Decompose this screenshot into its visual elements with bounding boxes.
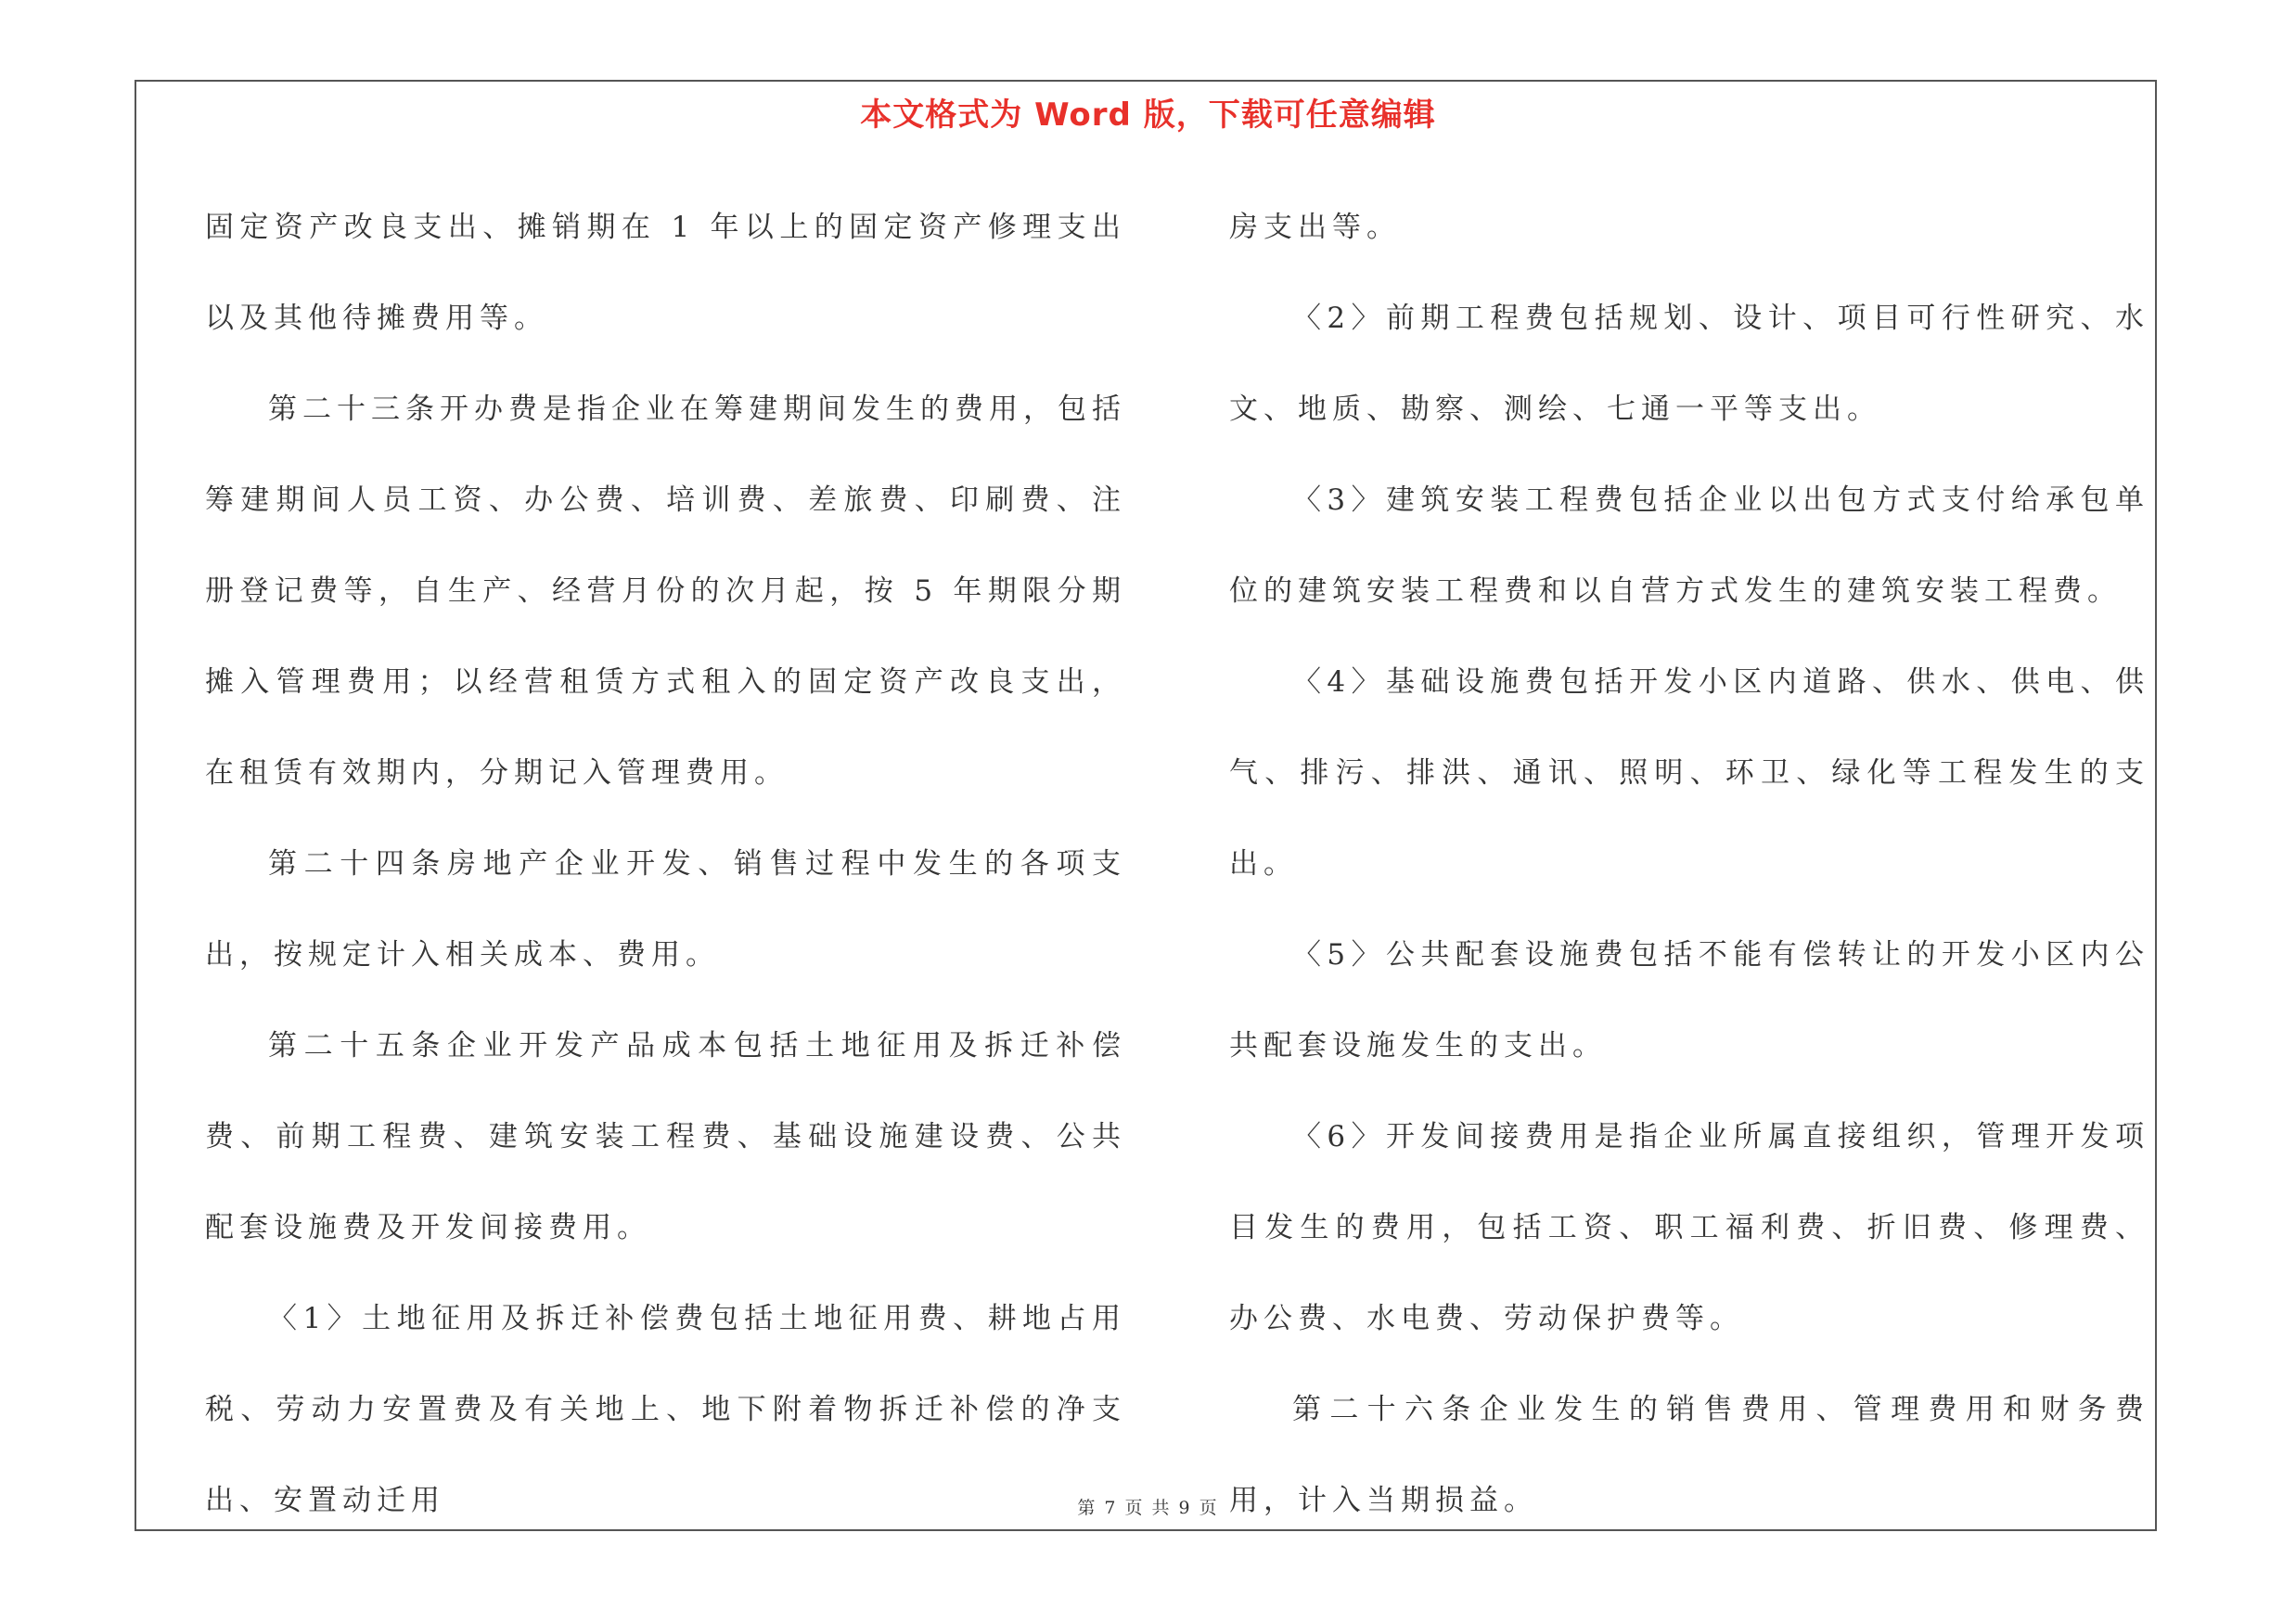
paragraph: 〈4〉基础设施费包括开发小区内道路、供水、供电、供气、排污、排洪、通讯、照明、环卫、绿化等工程发生的支出。 <box>1229 665 2149 881</box>
paragraph: 〈2〉前期工程费包括规划、设计、项目可行性研究、水文、地质、勘察、测绘、七通一平等支出。 <box>1229 302 2149 426</box>
right-column <box>1229 182 2149 1546</box>
header-banner: 本文格式为 Word 版，下载可任意编辑 <box>860 97 1436 134</box>
paragraph: 第二十六条企业发生的销售费用、管理费用和财务费用，计入当期损益。 <box>1229 1393 2149 1517</box>
paragraph: 第二十四条房地产企业开发、销售过程中发生的各项支出，按规定计入相关成本、费用。 <box>205 847 1126 972</box>
paragraph: 〈1〉土地征用及拆迁补偿费包括土地征用费、耕地占用税、劳动力安置费及有关地上、地下附着物拆迁补偿的净支出、安置动迁用 <box>205 1302 1126 1517</box>
paragraph: 房支出等。 <box>1229 211 1401 244</box>
left-column <box>205 182 1126 1546</box>
page-number: 第 7 页 共 9 页 <box>1077 1498 1219 1518</box>
paragraph: 第二十五条企业开发产品成本包括土地征用及拆迁补偿费、前期工程费、建筑安装工程费、基础设施建设费、公共配套设施费及开发间接费用。 <box>205 1029 1126 1244</box>
paragraph: 第二十三条开办费是指企业在筹建期间发生的费用，包括筹建期间人员工资、办公费、培训费、差旅费、印刷费、注册登记费等，自生产、经营月份的次月起，按 5 年期限分期摊入管理费用；以经营租赁方式租入的固定资产改良支出，在租赁有效期内，分期记入管理费用。 <box>205 393 1126 790</box>
paragraph: 固定资产改良支出、摊销期在 1 年以上的固定资产修理支出以及其他待摊费用等。 <box>205 211 1126 335</box>
paragraph: 〈5〉公共配套设施费包括不能有偿转让的开发小区内公共配套设施发生的支出。 <box>1229 938 2149 1063</box>
paragraph: 〈6〉开发间接费用是指企业所属直接组织，管理开发项目发生的费用，包括工资、职工福利费、折旧费、修理费、办公费、水电费、劳动保护费等。 <box>1229 1120 2149 1335</box>
paragraph: 〈3〉建筑安装工程费包括企业以出包方式支付给承包单位的建筑安装工程费和以自营方式发生的建筑安装工程费。 <box>1229 483 2149 608</box>
